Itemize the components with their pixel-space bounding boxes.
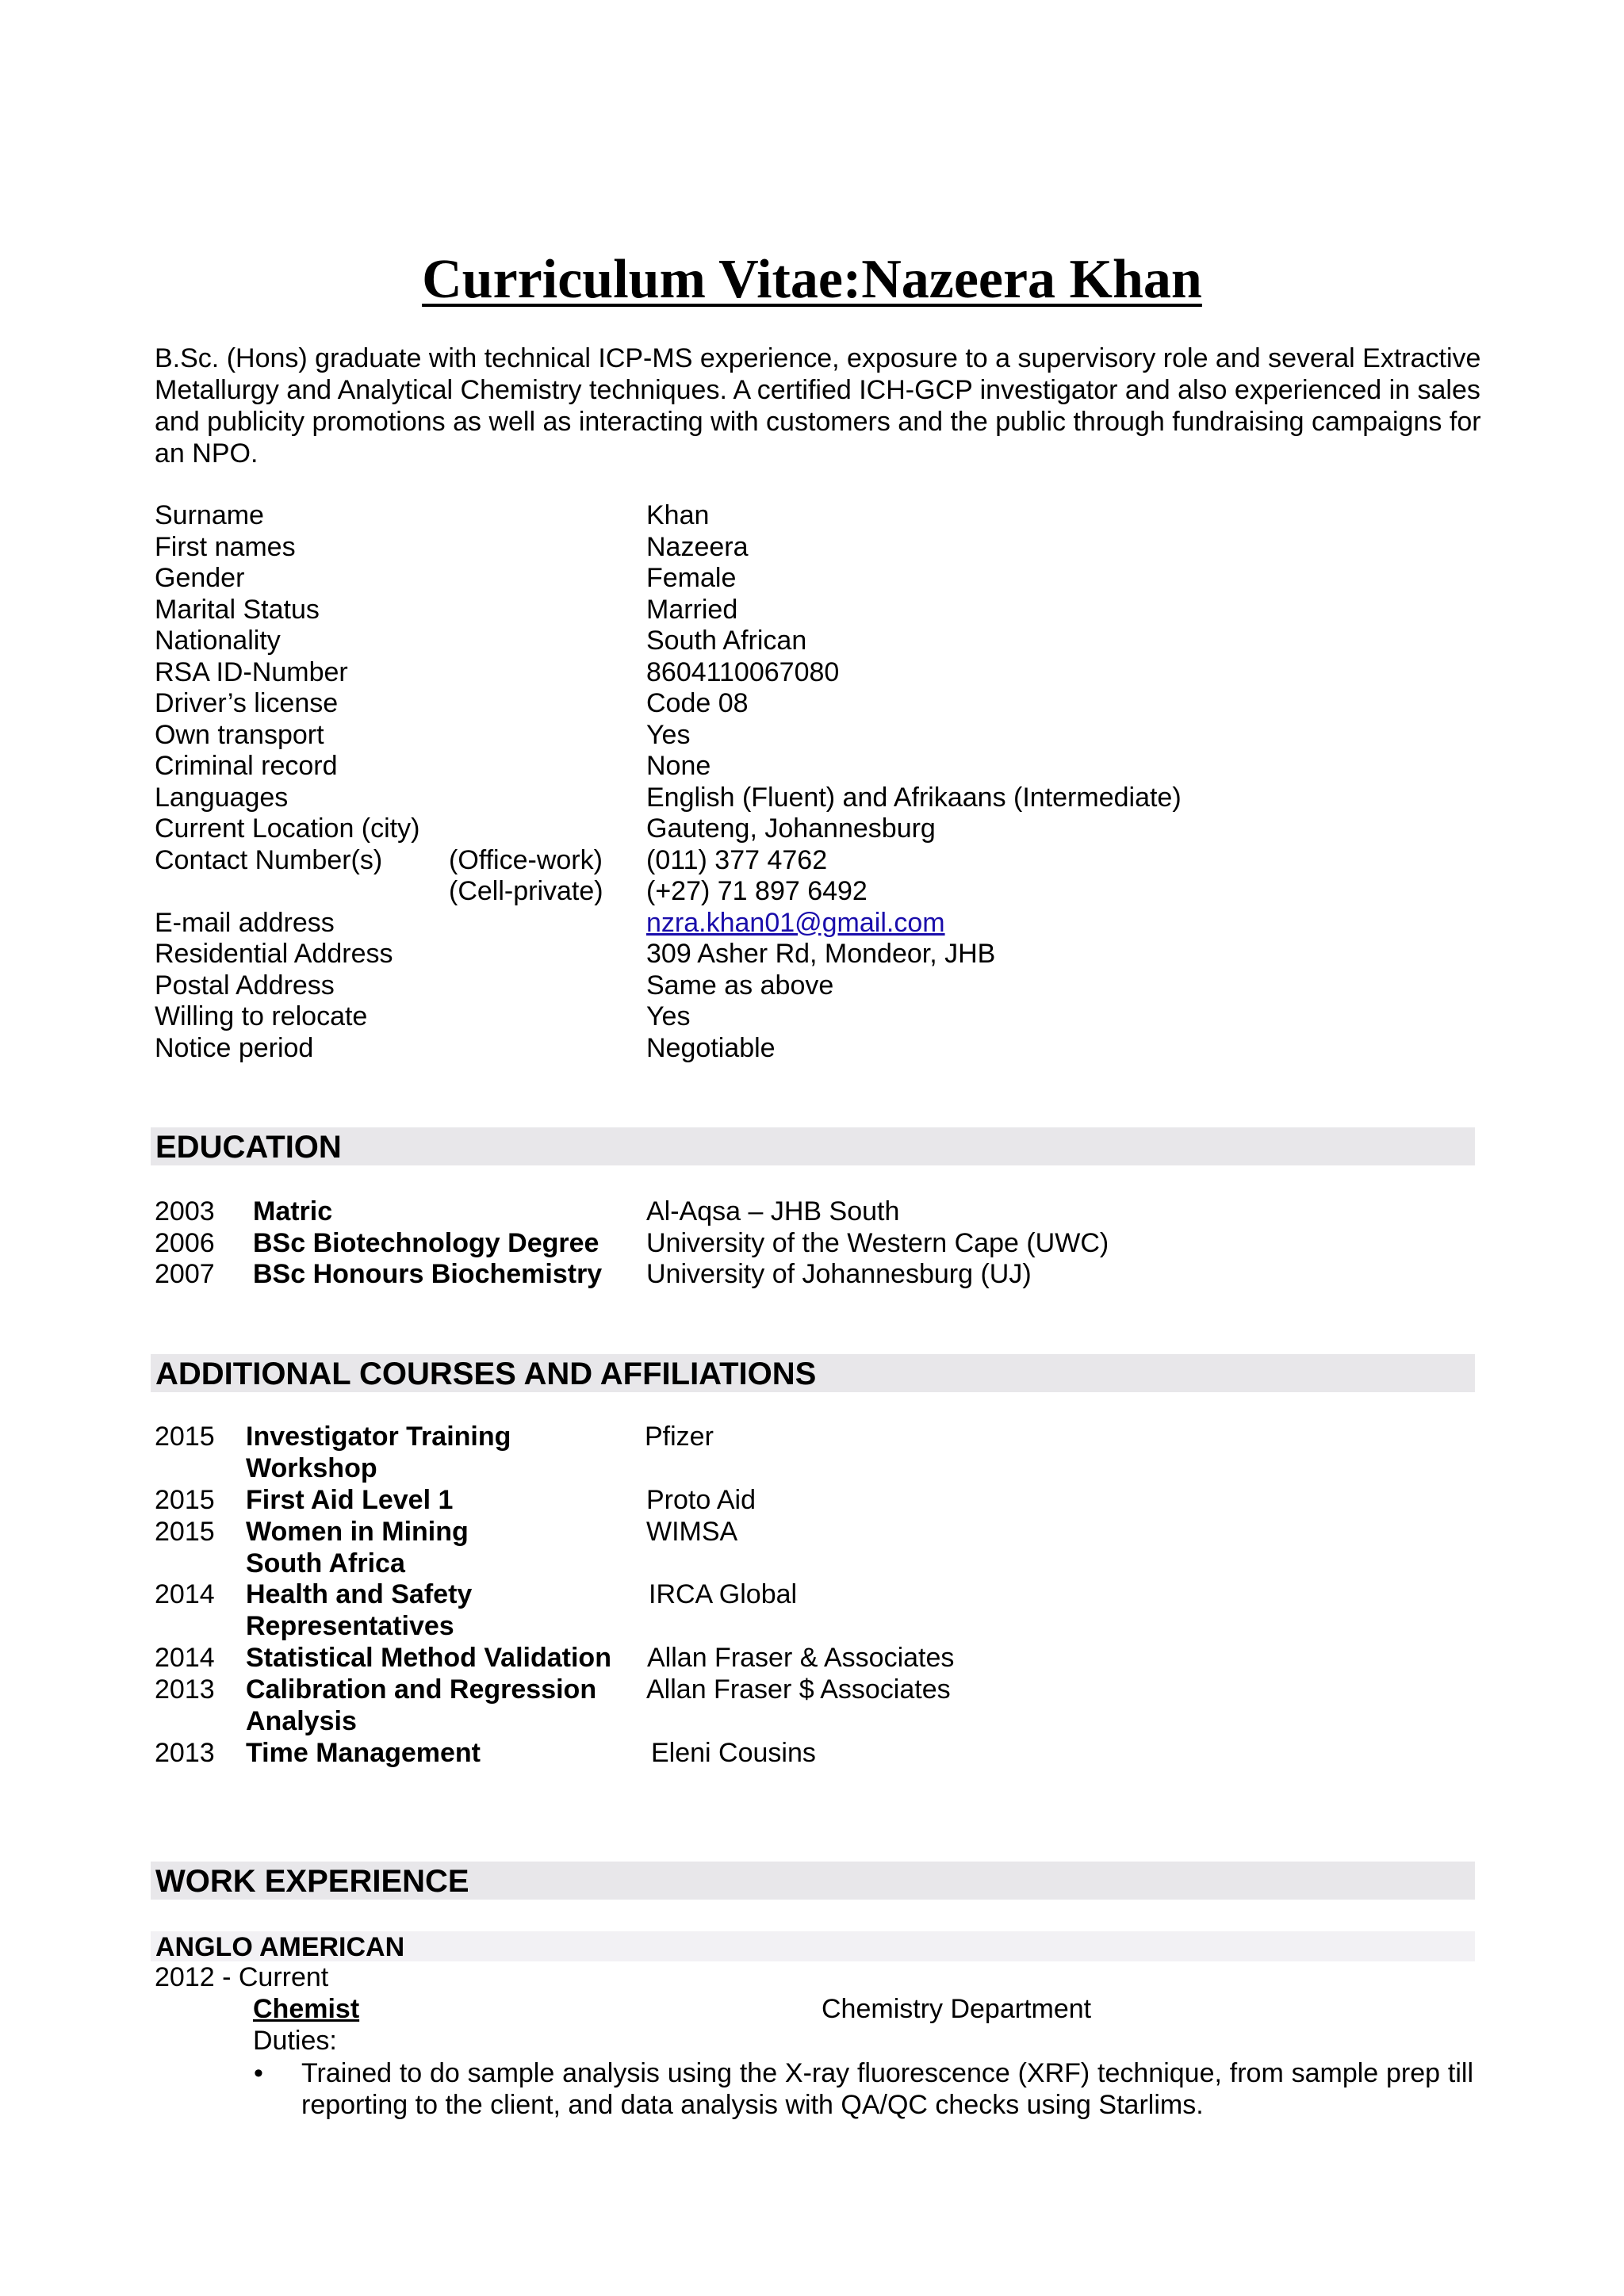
course-provider: IRCA Global [649,1579,798,1609]
personal-value: None [646,751,711,781]
course-name: Calibration and Regression [246,1674,597,1705]
personal-label: RSA ID-Number [155,656,348,687]
personal-value: Code 08 [646,688,749,718]
education-qualification: BSc Honours Biochemistry [253,1259,603,1289]
personal-value: Married [646,594,738,625]
work-period: 2012 - Current [155,1962,329,1992]
section-heading: ADDITIONAL COURSES AND AFFILIATIONS [155,1357,817,1391]
phone-number: (+27) 71 897 6492 [646,876,868,906]
course-name: Women in Mining [246,1517,469,1547]
course-provider: Allan Fraser $ Associates [646,1674,951,1705]
education-year: 2003 [155,1196,215,1226]
education-institution: University of the Western Cape (UWC) [646,1227,1109,1258]
job-title: Chemist [253,1994,360,2024]
personal-value: 8604110067080 [646,656,840,687]
section-heading: EDUCATION [155,1130,342,1165]
contact-type-label: (Office-work) [449,844,603,875]
course-name-continued: Workshop [246,1453,377,1483]
education-year: 2007 [155,1259,215,1289]
personal-label: Surname [155,500,264,530]
education-year: 2006 [155,1227,215,1258]
personal-label: Current Location (city) [155,813,420,844]
department: Chemistry Department [822,1994,1092,2024]
course-year: 2014 [155,1643,215,1673]
course-name: Investigator Training [246,1422,511,1452]
email-link[interactable]: nzra.khan01@gmail.com [646,907,945,938]
course-name-continued: South Africa [246,1548,405,1578]
personal-label: Notice period [155,1032,314,1063]
personal-label: Marital Status [155,594,320,625]
duty-item: Trained to do sample analysis using the X-ray fluorescence (XRF) technique, from sample prep till reporting to the client, and data analysis with QA/QC checks using Starlims. [301,2058,1473,2120]
course-name: First Aid Level 1 [246,1485,454,1515]
courses-section-header [151,1354,1475,1392]
work-section-header [151,1862,1475,1900]
education-section-header [151,1127,1475,1165]
personal-label: Driver’s license [155,688,339,718]
course-name: Time Management [246,1738,481,1768]
personal-label: Criminal record [155,751,338,781]
personal-label: E-mail address [155,907,335,938]
course-provider: Eleni Cousins [651,1738,816,1768]
personal-value: South African [646,626,807,656]
duties-label: Duties: [253,2026,337,2056]
intro-paragraph: B.Sc. (Hons) graduate with technical ICP-MS experience, exposure to a supervisory role and several Extractive Metallurgy and Analytical Chemistry techniques. A certified ICH-GCP investigator and also experienced in sales and publicity promotions as well as interacting with customers and the public through fundraising campaigns for an NPO. [155,343,1481,469]
personal-label: Languages [155,782,289,813]
page-title: Curriculum Vitae:Nazeera Khan [422,249,1202,310]
personal-label: Nationality [155,626,281,656]
course-year: 2015 [155,1485,215,1515]
personal-value: Nazeera [646,531,749,562]
personal-value: Yes [646,719,691,750]
course-name: Statistical Method Validation [246,1643,611,1673]
course-provider: Pfizer [645,1422,714,1452]
personal-value: 309 Asher Rd, Mondeor, JHB [646,939,996,969]
phone-number: (011) 377 4762 [646,844,828,875]
company-name: ANGLO AMERICAN [155,1932,405,1962]
company-header [151,1931,1475,1961]
course-year: 2013 [155,1738,215,1768]
personal-value: Female [646,563,737,593]
section-heading: WORK EXPERIENCE [155,1864,469,1899]
personal-label: Contact Number(s) [155,844,383,875]
personal-label: Own transport [155,719,324,750]
contact-type-label: (Cell-private) [449,876,603,906]
education-qualification: BSc Biotechnology Degree [253,1227,599,1258]
course-year: 2015 [155,1517,215,1547]
personal-label: First names [155,531,296,562]
course-provider: WIMSA [646,1517,738,1547]
bullet-icon: • [254,2058,263,2088]
education-qualification: Matric [253,1196,333,1226]
personal-value: Gauteng, Johannesburg [646,813,936,844]
course-year: 2014 [155,1579,215,1609]
personal-label: Residential Address [155,939,393,969]
personal-value: Yes [646,1001,691,1031]
course-year: 2015 [155,1422,215,1452]
education-institution: Al-Aqsa – JHB South [646,1196,900,1226]
course-name-continued: Analysis [246,1706,357,1736]
education-institution: University of Johannesburg (UJ) [646,1259,1032,1289]
personal-value: Same as above [646,970,834,1001]
personal-value: Negotiable [646,1032,776,1063]
course-provider: Proto Aid [646,1485,756,1515]
course-name-continued: Representatives [246,1611,454,1641]
personal-value: Khan [646,500,710,530]
personal-label: Willing to relocate [155,1001,368,1031]
course-provider: Allan Fraser & Associates [647,1643,955,1673]
course-year: 2013 [155,1674,215,1705]
personal-value: English (Fluent) and Afrikaans (Intermediate) [646,782,1182,813]
course-name: Health and Safety [246,1579,473,1609]
personal-label: Postal Address [155,970,335,1001]
personal-label: Gender [155,563,245,593]
